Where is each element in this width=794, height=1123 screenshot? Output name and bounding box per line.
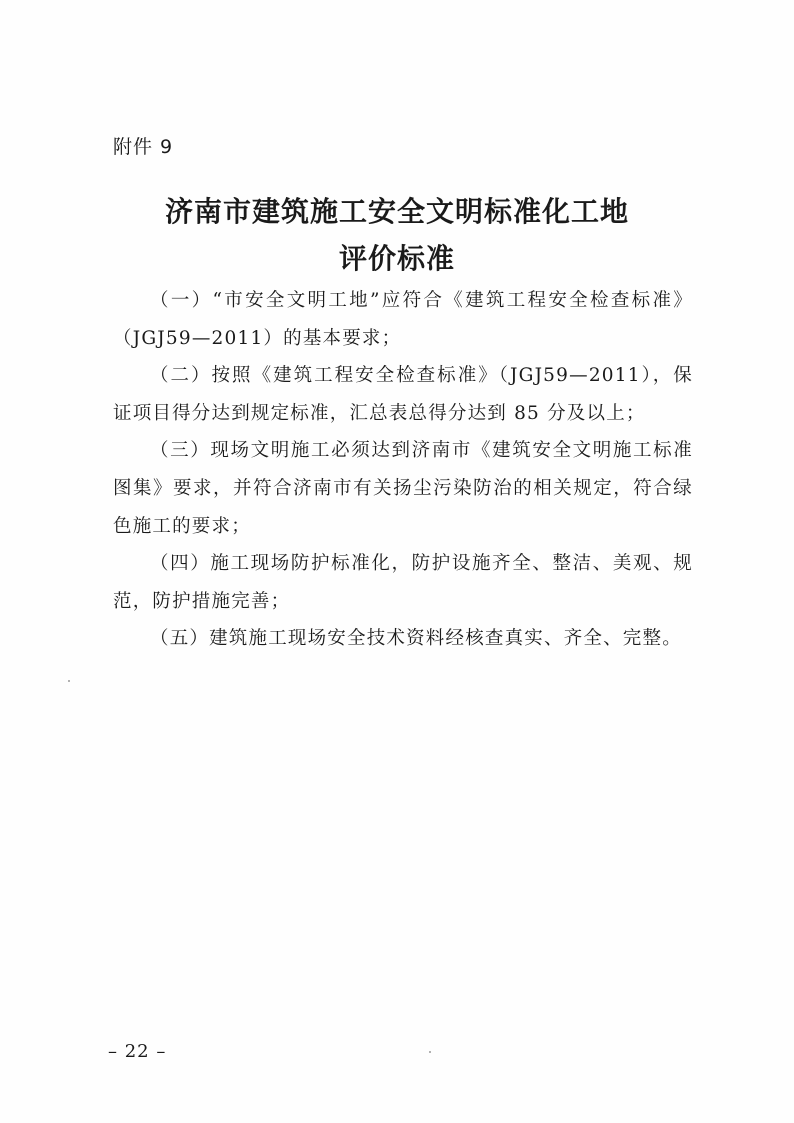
paragraph-2: （二）按照《建筑工程安全检查标准》（JGJ59—2011），保证项目得分达到规定标准，汇总表总得分达到 85 分及以上； — [113, 365, 693, 424]
paragraph-5: （五）建筑施工现场安全技术资料经核查真实、齐全、完整。 — [150, 628, 682, 650]
document-title-line-2: 评价标准 — [338, 242, 455, 275]
paragraph-4: （四）施工现场防护标准化，防护设施齐全、整洁、美观、规范，防护措施完善； — [113, 553, 693, 612]
paragraph-1: （一）“市安全文明工地”应符合《建筑工程安全检查标准》（JGJ59—2011）的基本要求； — [113, 290, 693, 349]
document-body — [113, 282, 693, 658]
document-title-line-1: 济南市建筑施工安全文明标准化工地 — [164, 195, 629, 228]
scan-speck — [68, 680, 70, 682]
scan-speck — [429, 1051, 431, 1053]
paragraph-3: （三）现场文明施工必须达到济南市《建筑安全文明施工标准图集》要求，并符合济南市有关扬尘污染防治的相关规定，符合绿色施工的要求； — [113, 440, 693, 537]
page-number: – 22 – — [108, 1041, 167, 1062]
attachment-label: 附件 9 — [113, 136, 174, 158]
